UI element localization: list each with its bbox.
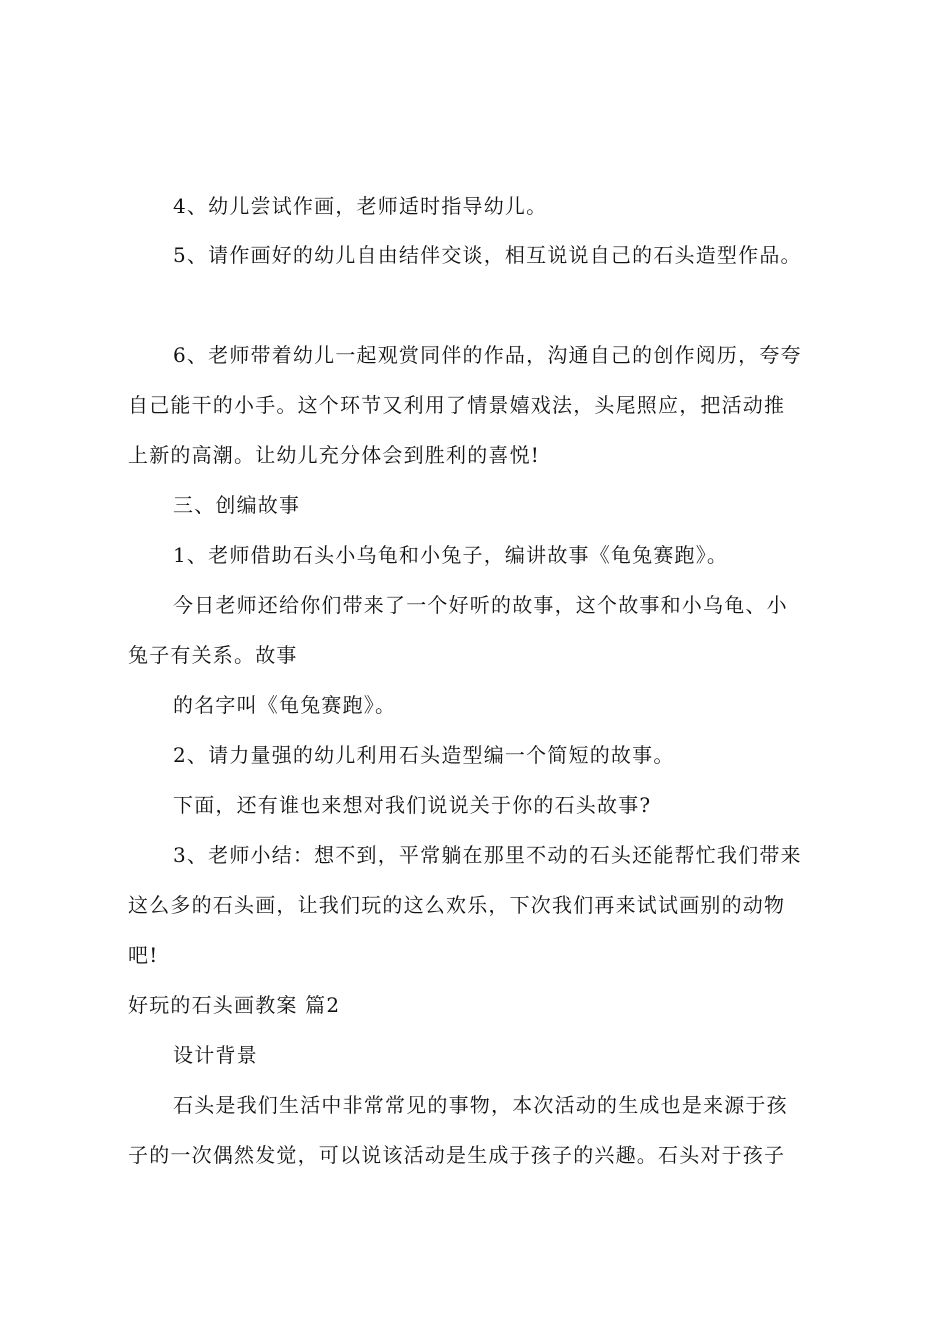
paragraph-line: 下面，还有谁也来想对我们说说关于你的石头故事? [173, 793, 652, 817]
paragraph-line: 自己能干的小手。这个环节又利用了情景嬉戏法，头尾照应，把活动推 [128, 393, 786, 417]
paragraph-line: 的名字叫《龟兔赛跑》。 [173, 693, 397, 717]
step-5-text: 5、请作画好的幼儿自由结伴交谈，相互说说自己的石头造型作品。 [173, 243, 802, 267]
paragraph-line: 子的一次偶然发觉，可以说该活动是生成于孩子的兴趣。石头对于孩子 [128, 1143, 786, 1167]
lesson-title: 好玩的石头画教案 篇2 [128, 993, 341, 1017]
step-6-text: 6、老师带着幼儿一起观赏同伴的作品，沟通自己的创作阅历，夸夸 [173, 343, 802, 367]
paragraph-line: 吧! [128, 943, 159, 967]
step-4-text: 4、幼儿尝试作画，老师适时指导幼儿。 [173, 194, 548, 218]
story-step-1-text: 1、老师借助石头小乌龟和小兔子，编讲故事《龟兔赛跑》。 [173, 543, 729, 567]
subsection-heading: 设计背景 [173, 1043, 258, 1067]
story-step-2-text: 2、请力量强的幼儿利用石头造型编一个简短的故事。 [173, 743, 675, 767]
paragraph-line: 这么多的石头画，让我们玩的这么欢乐，下次我们再来试试画别的动物 [128, 893, 786, 917]
paragraph-line: 石头是我们生活中非常常见的事物，本次活动的生成也是来源于孩 [173, 1093, 788, 1117]
story-step-3-text: 3、老师小结：想不到，平常躺在那里不动的石头还能帮忙我们带来 [173, 843, 802, 867]
paragraph-line: 兔子有关系。故事 [128, 643, 298, 667]
section-heading: 三、创编故事 [173, 493, 301, 517]
paragraph-line: 上新的高潮。让幼儿充分体会到胜利的喜悦! [128, 443, 541, 467]
paragraph-line: 今日老师还给你们带来了一个好听的故事，这个故事和小乌龟、小 [173, 593, 788, 617]
